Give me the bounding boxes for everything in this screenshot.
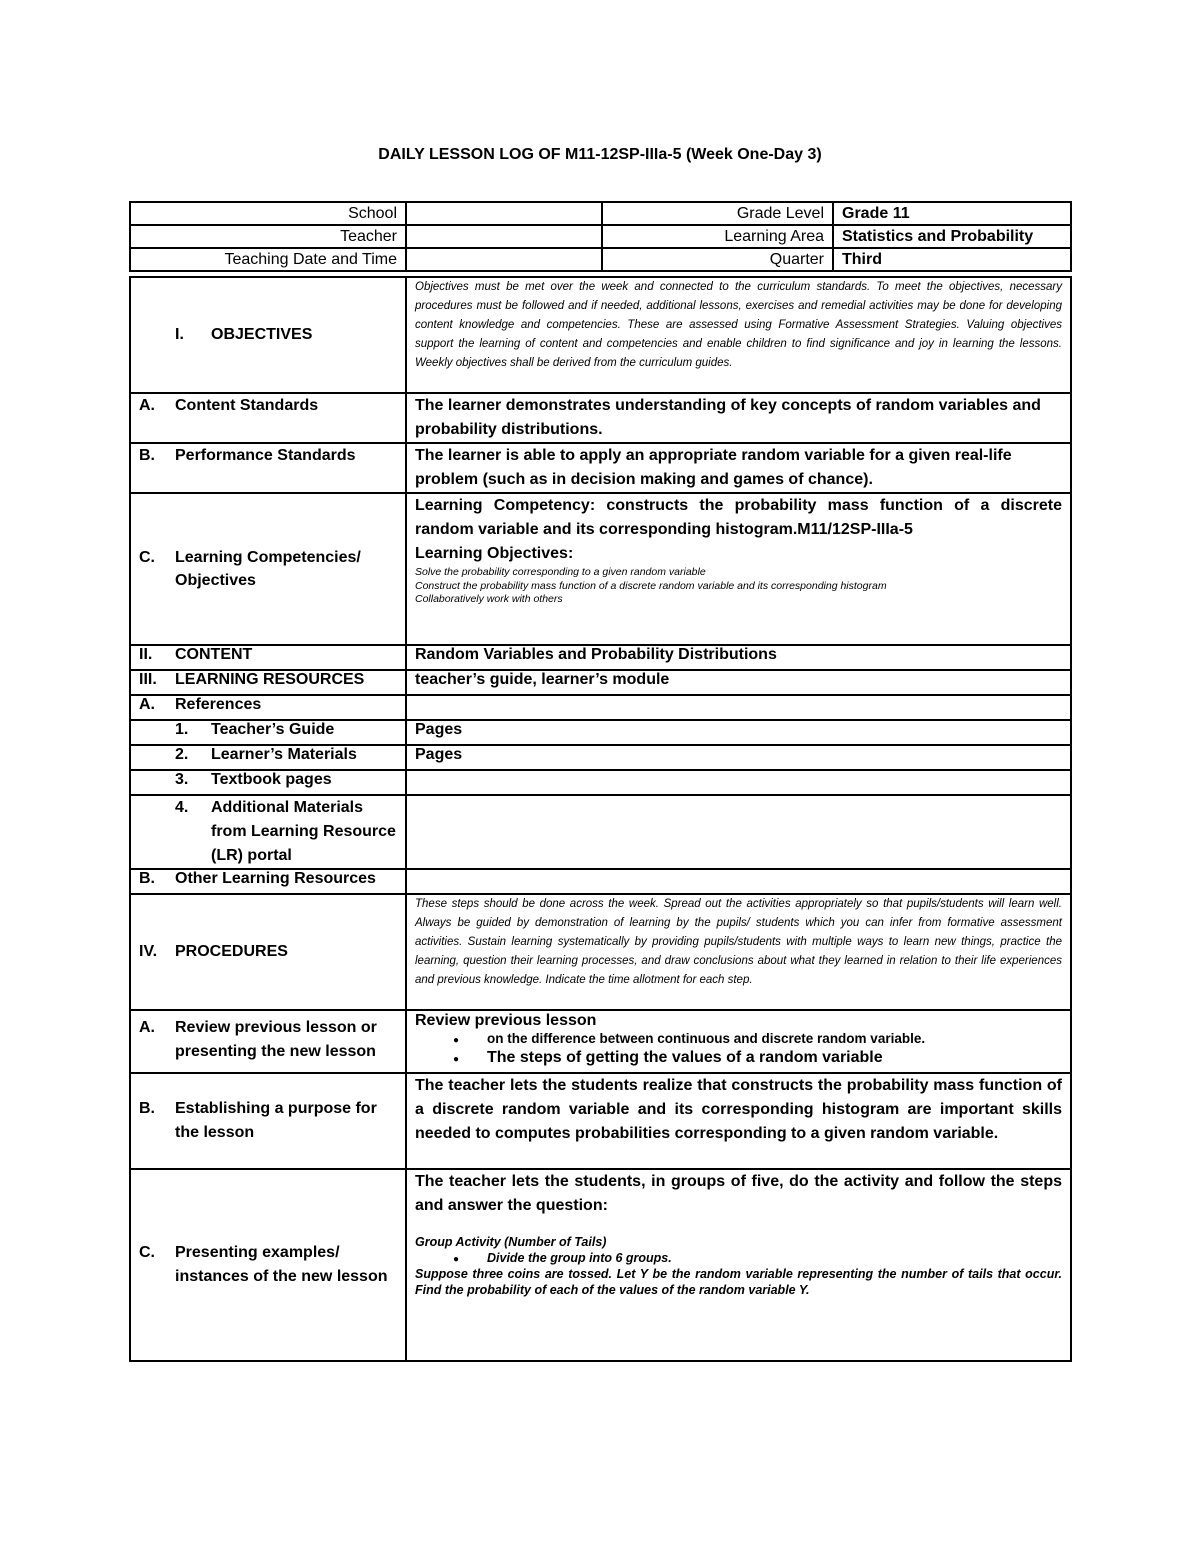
objectives-marker: I. [175,326,184,343]
content-standards-marker: A. [139,397,155,414]
resource-item-value [406,795,1071,869]
resources-row [130,670,1071,695]
procedures-label: PROCEDURES [175,943,288,960]
references-row [130,695,1071,720]
performance-standards-label: Performance Standards [175,447,356,464]
date-label: Teaching Date and Time [130,248,406,271]
competencies-text-cell [406,493,1071,645]
learning-area-value: Statistics and Probability [833,225,1071,248]
review-bullet [453,1031,1062,1046]
review-cell [130,1010,406,1073]
content-standards-row [130,393,1071,443]
procedures-note: These steps should be done across the week. Spread out the activities appropriately so that pupils/students will learn well. Always be guided by demonstration of learning by the pupils/ students which you can infer from formative assessment activities. Sustain learning systematically by providing pupils/students with multiple ways to learn new things, practice the learning, question their learning processes, and draw conclusions about what they learned in relation to their life experiences and previous knowledge. Indicate the time allotment for each step. [415,898,1062,986]
grade-level-value: Grade 11 [833,202,1071,225]
resource-item-cell [130,795,406,869]
other-resources-label: Other Learning Resources [175,870,376,887]
review-bullet [453,1046,1062,1070]
resource-item-marker: 4. [175,799,189,816]
content-standards-text-cell [406,393,1071,443]
references-label: References [175,696,262,713]
review-marker: A. [139,1019,155,1036]
resource-item-label: Additional Materials from Learning Resource (LR) portal [211,799,396,864]
learning-area-label: Learning Area [602,225,833,248]
resource-item-label: Learner’s Materials [211,746,357,763]
bullet-icon: ● [453,1254,460,1265]
competencies-marker: C. [139,549,155,566]
resource-item-row [130,795,1071,869]
other-resources-marker: B. [139,870,155,887]
procedures-note-cell [406,894,1071,1010]
review-heading: Review previous lesson [415,1012,597,1029]
objectives-row [130,277,1071,393]
examples-row [130,1169,1071,1361]
procedures-row [130,894,1071,1010]
competencies-label: Learning Competencies/ Objectives [175,549,361,589]
purpose-text-cell [406,1073,1071,1169]
school-label: School [130,202,406,225]
grade-level-label: Grade Level [602,202,833,225]
content-standards-cell [130,393,406,443]
header-row [130,248,1071,271]
learning-objectives-heading: Learning Objectives: [415,545,574,562]
quarter-label: Quarter [602,248,833,271]
examples-marker: C. [139,1244,155,1261]
performance-standards-text-cell [406,443,1071,493]
examples-text-cell [406,1169,1071,1361]
header-table [129,201,1072,272]
quarter-value: Third [833,248,1071,271]
teacher-value [406,225,602,248]
learning-objective-item: Collaboratively work with others [415,593,563,605]
content-cell [130,645,406,670]
resources-label: LEARNING RESOURCES [175,671,365,688]
purpose-label: Establishing a purpose for the lesson [175,1100,377,1141]
activity-bullet [453,1250,1062,1266]
resource-item-cell [130,720,406,745]
content-label: CONTENT [175,646,253,663]
resource-item-row [130,745,1071,770]
resource-item-cell [130,745,406,770]
references-marker: A. [139,696,155,713]
performance-standards-marker: B. [139,447,155,464]
performance-standards-cell [130,443,406,493]
date-value [406,248,602,271]
learning-objective-item: Construct the probability mass function of a discrete random variable and its corresponding histogram [415,579,887,592]
learning-objective-item: Solve the probability corresponding to a given random variable [415,566,706,578]
other-resources-row [130,869,1071,894]
review-bullet-text: on the difference between continuous and discrete random variable. [487,1031,926,1046]
competency-text: Learning Competency: constructs the probability mass function of a discrete random variable and its corresponding histogram.M11/12SP-IIIa-5 [415,497,1062,538]
content-text: Random Variables and Probability Distributions [406,645,1071,670]
other-resources-value [406,869,1071,894]
school-value [406,202,602,225]
performance-standards-row [130,443,1071,493]
activity-title: Group Activity (Number of Tails) [415,1235,607,1249]
bullet-icon: ● [453,1035,460,1046]
resource-item-label: Textbook pages [211,771,332,788]
resources-text: teacher’s guide, learner’s module [406,670,1071,695]
content-row [130,645,1071,670]
activity-problem: Suppose three coins are tossed. Let Y be the random variable representing the number of tails that occur. Find the probability of each of the values of the random variable Y. [415,1267,1062,1297]
resource-item-cell [130,770,406,795]
bullet-icon: ● [453,1054,460,1065]
examples-label: Presenting examples/ instances of the new lesson [175,1244,388,1285]
resource-item-value: Pages [406,745,1071,770]
references-cell [130,695,406,720]
teacher-label: Teacher [130,225,406,248]
purpose-marker: B. [139,1100,155,1117]
resource-item-value: Pages [406,720,1071,745]
resource-item-marker: 2. [175,746,189,763]
objectives-cell [130,277,406,393]
resource-item-row [130,720,1071,745]
competencies-cell [130,493,406,645]
objectives-note: Objectives must be met over the week and connected to the curriculum standards. To meet the objectives, necessary procedures must be followed and if needed, additional lessons, exercises and remedial activities may be done for developing content knowledge and competencies. These are assessed using Formative Assessment Strategies. Valuing objectives support the learning of content and competencies and enable children to find significance and joy in learning the lessons. Weekly objectives shall be derived from the curriculum guides. [415,281,1062,369]
resources-cell [130,670,406,695]
review-label: Review previous lesson or presenting the new lesson [175,1019,377,1060]
review-row [130,1010,1071,1073]
resource-item-marker: 3. [175,771,189,788]
procedures-marker: IV. [139,943,158,960]
procedures-cell [130,894,406,1010]
activity-bullet-text: Divide the group into 6 groups. [487,1251,672,1265]
purpose-text: The teacher lets the students realize that constructs the probability mass function of a discrete random variable and its corresponding histogram are important skills needed to computes probabilities corresponding to a given random variable. [415,1077,1062,1142]
resource-item-row [130,770,1071,795]
examples-cell [130,1169,406,1361]
page-title: DAILY LESSON LOG OF M11-12SP-IIIa-5 (Week One-Day 3) [378,146,822,163]
competencies-row [130,493,1071,645]
references-value [406,695,1071,720]
review-bullet-text: The steps of getting the values of a random variable [487,1049,883,1066]
resource-item-value [406,770,1071,795]
lesson-table [129,276,1072,1362]
other-resources-cell [130,869,406,894]
purpose-cell [130,1073,406,1169]
objectives-note-cell [406,277,1071,393]
examples-intro: The teacher lets the students, in groups of five, do the activity and follow the steps and answer the question: [415,1173,1062,1214]
review-text-cell [406,1010,1071,1073]
resources-marker: III. [139,671,157,688]
objectives-label: OBJECTIVES [211,326,313,343]
content-standards-text: The learner demonstrates understanding of key concepts of random variables and probability distributions. [415,397,1041,438]
performance-standards-text: The learner is able to apply an appropriate random variable for a given real-life problem (such as in decision making and games of chance). [415,447,1012,488]
resource-item-label: Teacher’s Guide [211,721,335,738]
header-row [130,202,1071,225]
content-standards-label: Content Standards [175,397,319,414]
purpose-row [130,1073,1071,1169]
resource-item-marker: 1. [175,721,189,738]
header-row [130,225,1071,248]
content-marker: II. [139,646,153,663]
